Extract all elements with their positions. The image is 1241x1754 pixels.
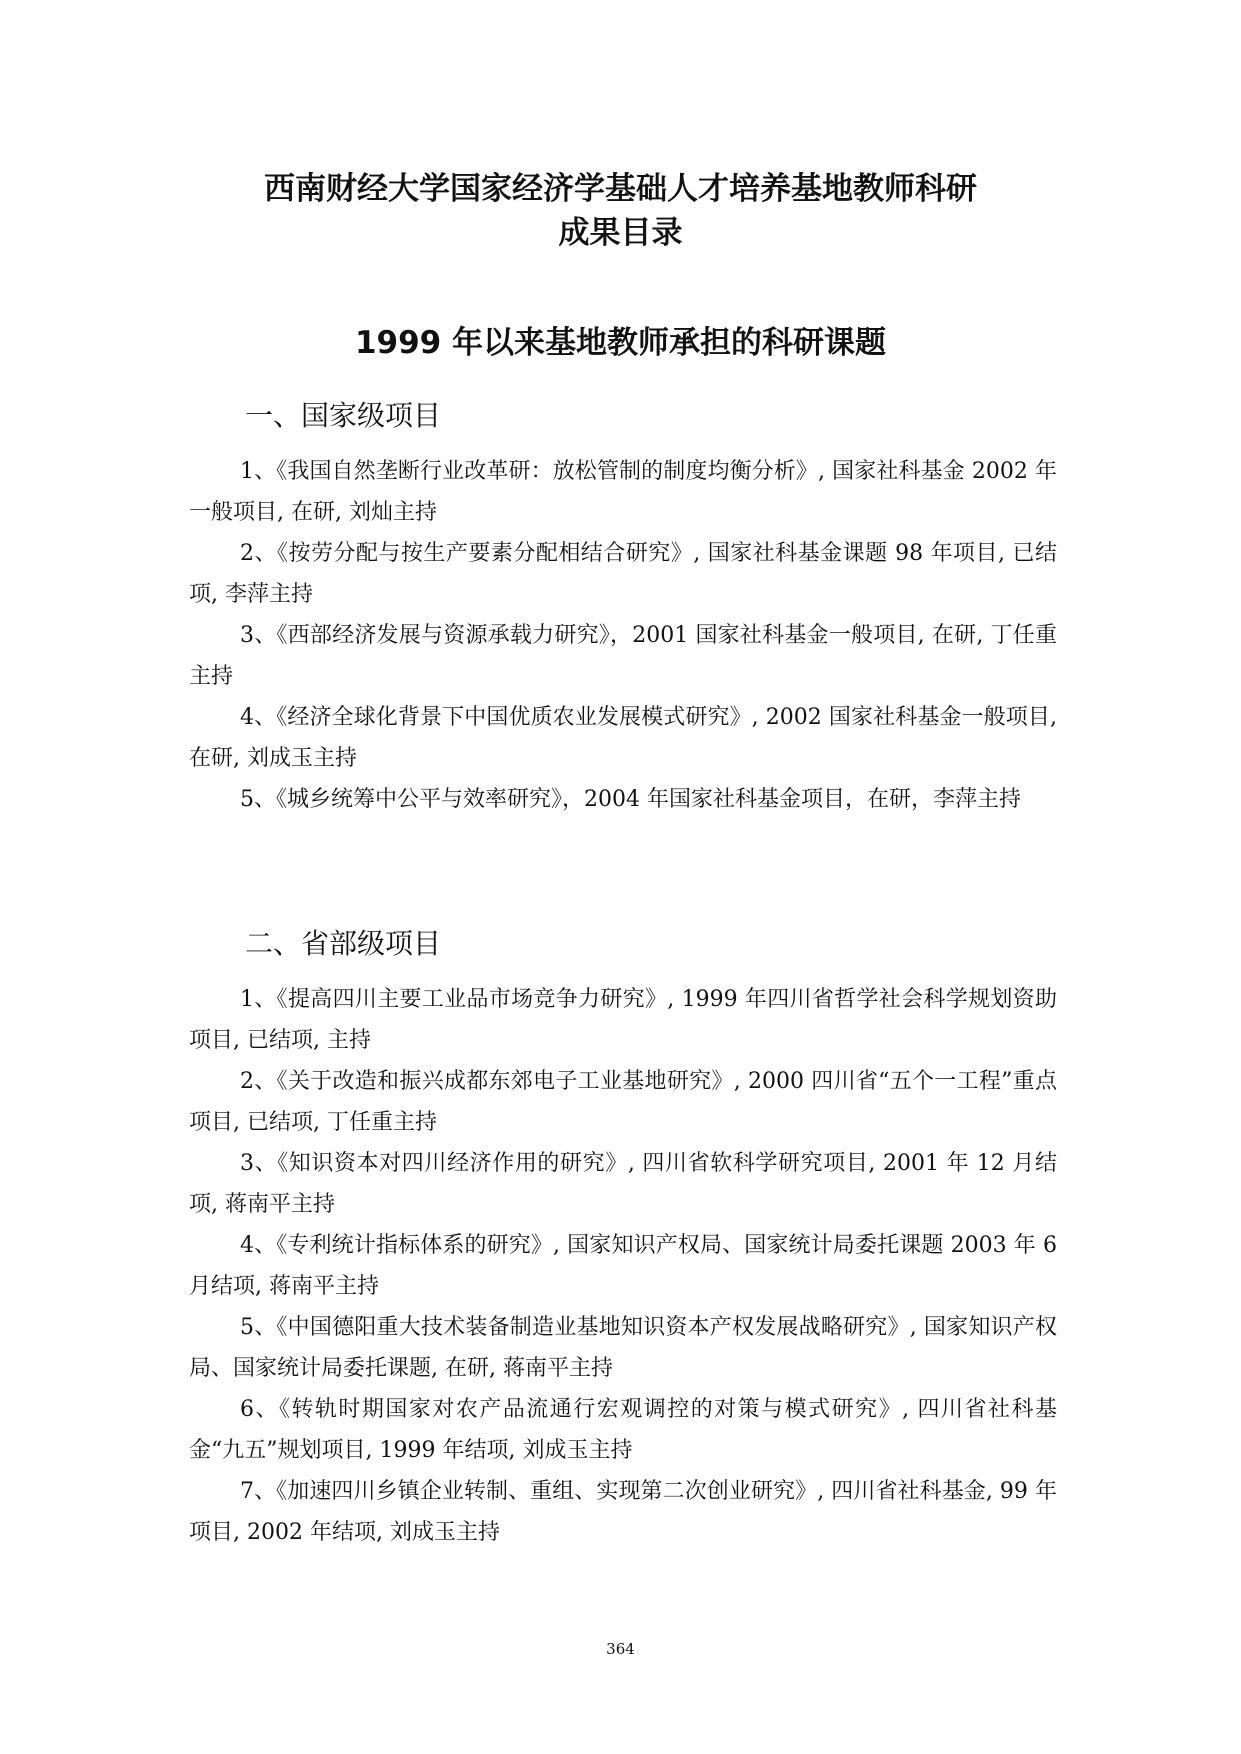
- section-heading-national: 一、国家级项目: [245, 399, 442, 432]
- list-item: 2、《关于改造和振兴成都东郊电子工业基地研究》, 2000 四川省“五个一工程”重点项目, 已结项, 丁任重主持: [189, 1069, 1057, 1135]
- page-number: 364: [606, 1640, 635, 1658]
- list-item: 5、《城乡统筹中公平与效率研究》，2004 年国家社科基金项目，在研，李萍主持: [240, 787, 1021, 812]
- section-list-provincial: [189, 979, 1057, 1553]
- list-item: 3、《知识资本对四川经济作用的研究》, 四川省软科学研究项目, 2001 年 12 月结项, 蒋南平主持: [189, 1151, 1057, 1217]
- document-title-line1: 西南财经大学国家经济学基础人才培养基地教师科研: [264, 171, 977, 207]
- list-item: 5、《中国德阳重大技术装备制造业基地知识资本产权发展战略研究》, 国家知识产权局、国家统计局委托课题, 在研, 蒋南平主持: [189, 1315, 1057, 1381]
- document-subtitle: 1999 年以来基地教师承担的科研课题: [354, 325, 887, 361]
- list-item: 1、《提高四川主要工业品市场竞争力研究》, 1999 年四川省哲学社会科学规划资助项目, 已结项, 主持: [189, 987, 1057, 1053]
- list-item: 6、《转轨时期国家对农产品流通行宏观调控的对策与模式研究》, 四川省社科基金“九五”规划项目, 1999 年结项, 刘成玉主持: [189, 1397, 1057, 1463]
- list-item: 2、《按劳分配与按生产要素分配相结合研究》, 国家社科基金课题 98 年项目, 已结项, 李萍主持: [189, 541, 1057, 607]
- list-item: 1、《我国自然垄断行业改革研：放松管制的制度均衡分析》, 国家社科基金 2002 年一般项目, 在研, 刘灿主持: [189, 459, 1057, 525]
- list-item: 4、《专利统计指标体系的研究》, 国家知识产权局、国家统计局委托课题 2003 年 6 月结项, 蒋南平主持: [189, 1233, 1057, 1299]
- list-item: 3、《西部经济发展与资源承载力研究》，2001 国家社科基金一般项目, 在研, 丁任重主持: [189, 623, 1057, 689]
- section-list-national: [189, 451, 1057, 820]
- list-item: 4、《经济全球化背景下中国优质农业发展模式研究》, 2002 国家社科基金一般项目, 在研, 刘成玉主持: [189, 705, 1057, 771]
- list-item: 7、《加速四川乡镇企业转制、重组、实现第二次创业研究》, 四川省社科基金, 99 年项目, 2002 年结项, 刘成玉主持: [189, 1479, 1057, 1545]
- section-heading-provincial: 二、省部级项目: [245, 927, 442, 960]
- document-title-line2: 成果目录: [558, 215, 683, 251]
